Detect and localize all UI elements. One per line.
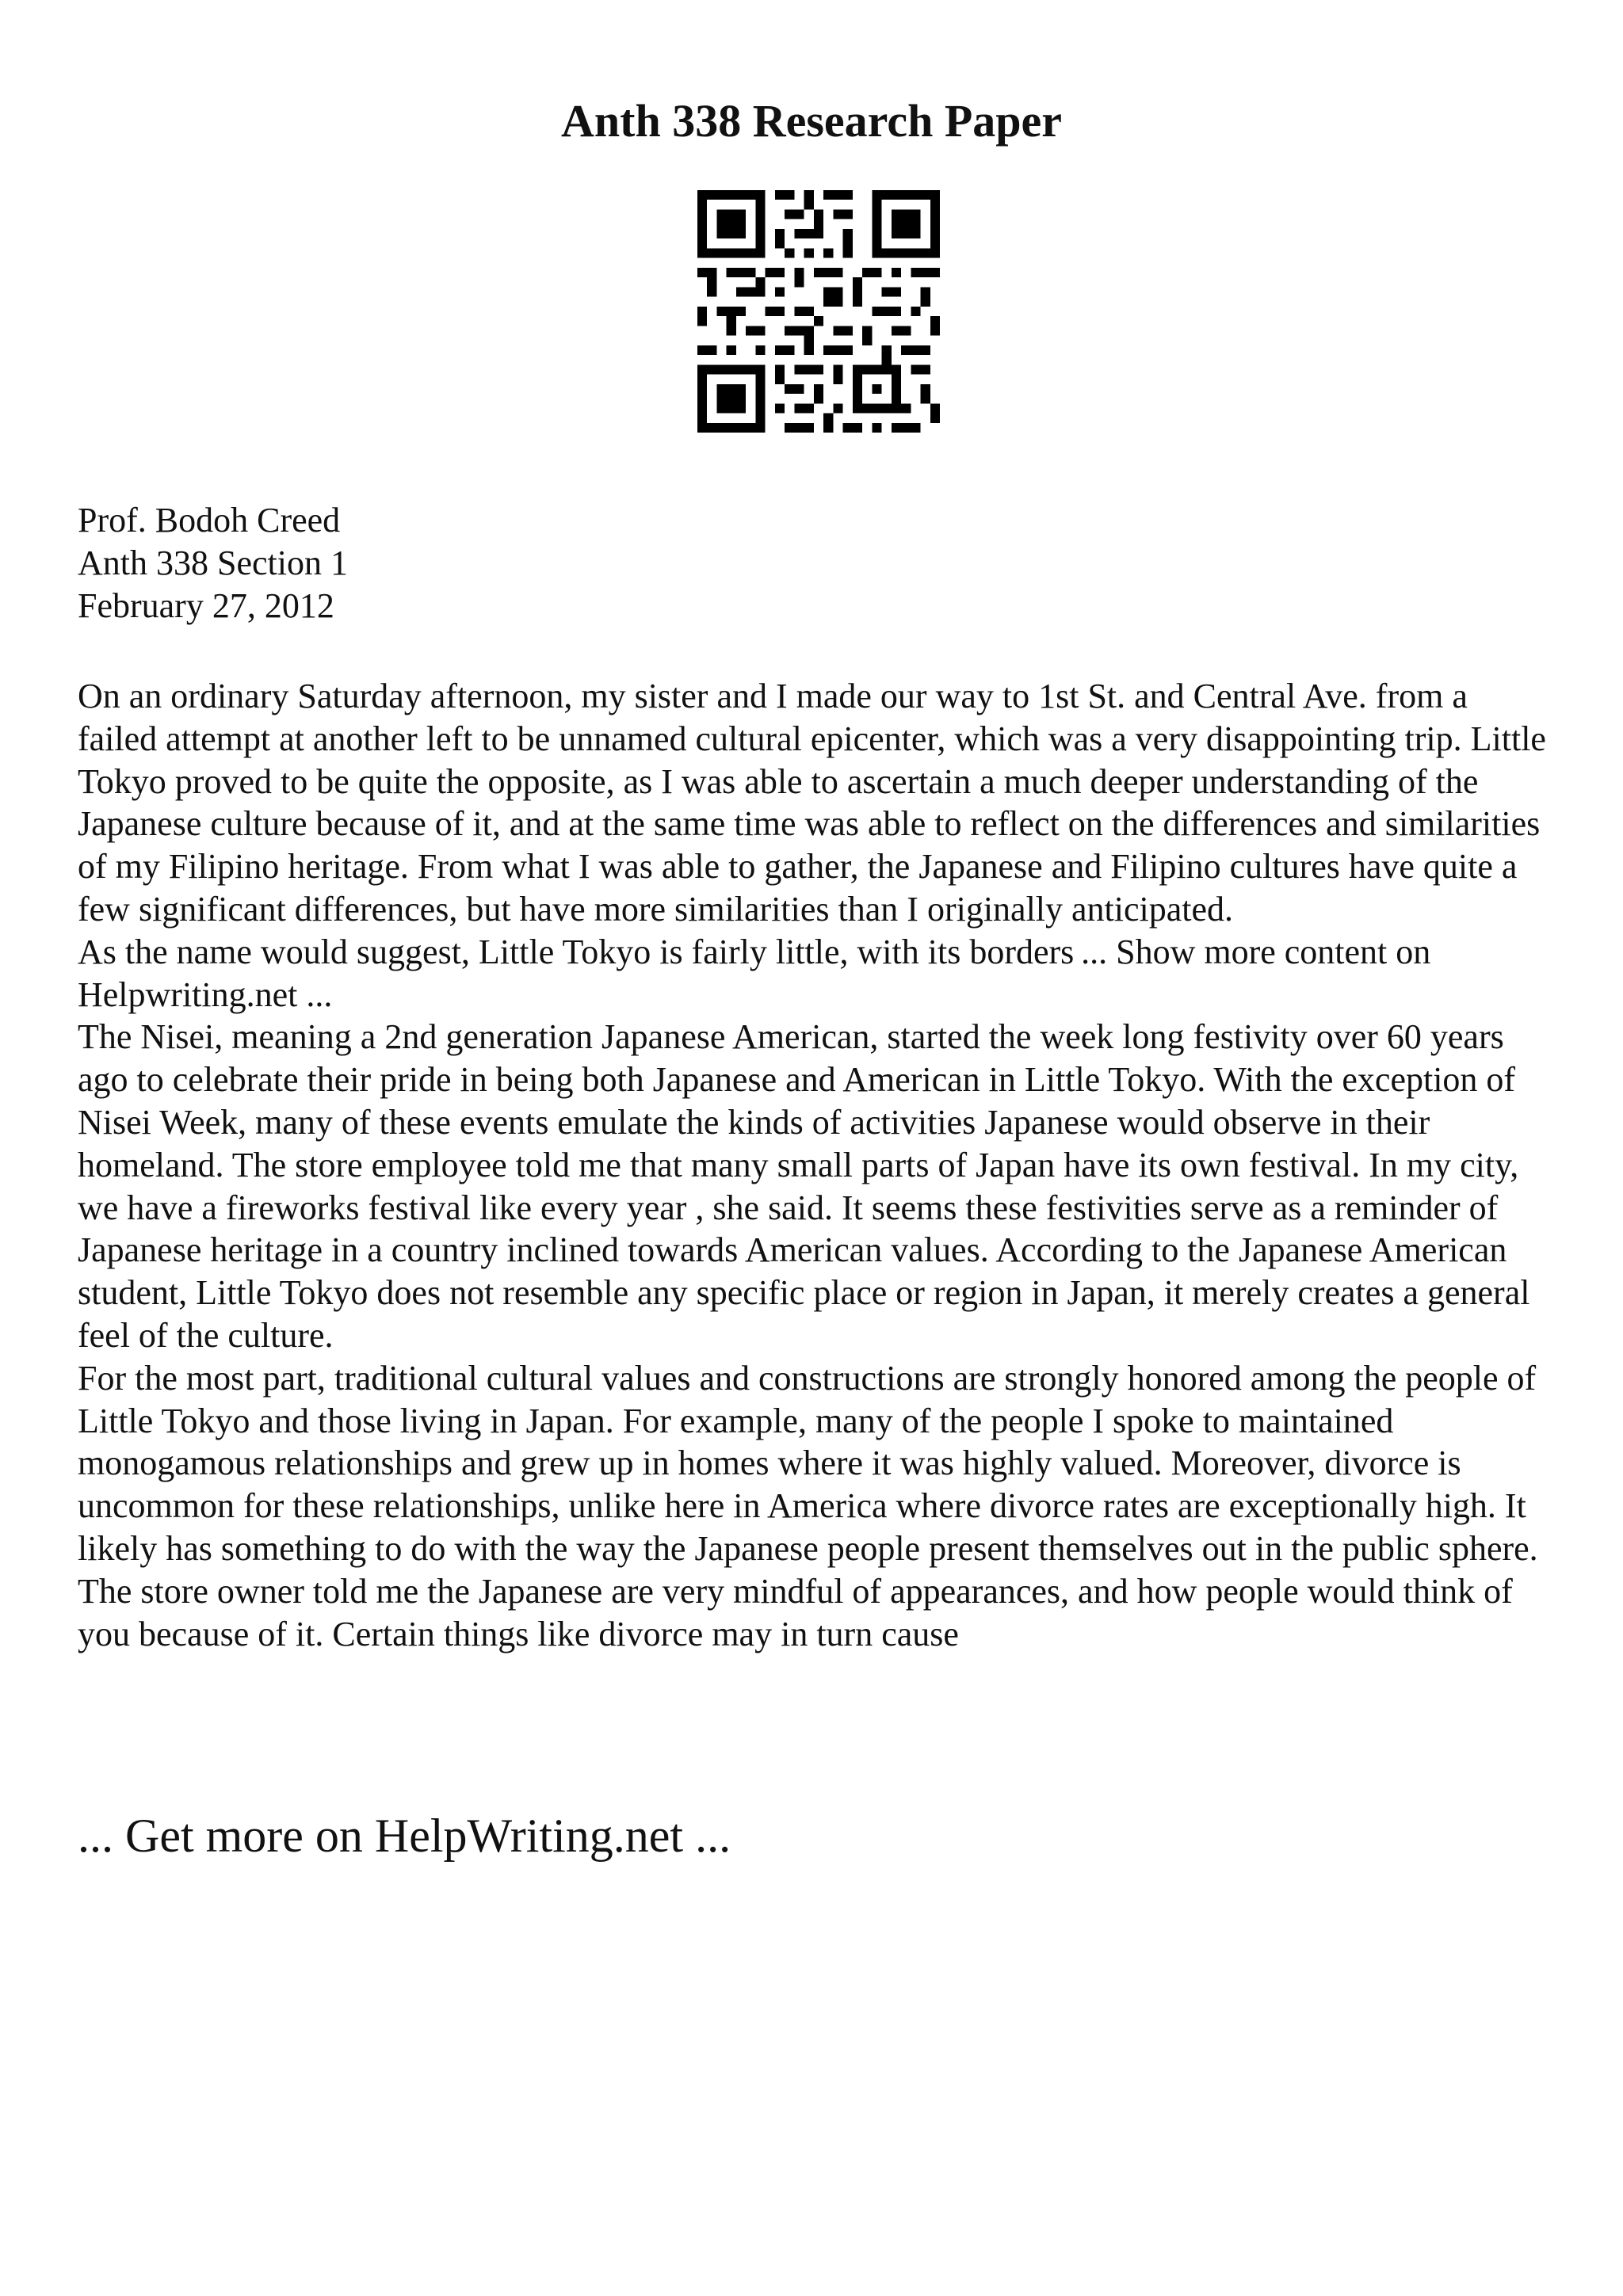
document-date: February 27, 2012 bbox=[78, 586, 334, 625]
course-section: Anth 338 Section 1 bbox=[78, 543, 348, 582]
paragraph: On an ordinary Saturday afternoon, my sister and I made our way to 1st St. and Central Ave. from a failed attempt at another left to be unnamed cultural epicenter, which was a very disappointing trip. Little Tokyo proved to be quite the opposite, as I was able to ascertain a much deeper understanding of the Japanese culture because of it, and at the same time was able to reflect on the differences and similarities of my Filipino heritage. From what I was able to gather, the Japanese and Filipino cultures have quite a few significant differences, but have more similarities than I originally anticipated. bbox=[78, 677, 1546, 929]
page-title: Anth 338 Research Paper bbox=[560, 95, 1063, 147]
paragraph: For the most part, traditional cultural values and constructions are strongly honored among the people of Little Tokyo and those living in Japan. For example, many of the people I spoke to maintained monogamous relationships and grew up in homes where it was highly valued. Moreover, divorce is uncommon for these relationships, unlike here in America where divorce rates are exceptionally high. It likely has something to do with the way the Japanese people present themselves out in the public sphere. The store owner told me the Japanese are very mindful of appearances, and how people would think of you because of it. Certain things like divorce may in turn cause bbox=[78, 1358, 1538, 1653]
qr-code-graphic bbox=[697, 190, 940, 433]
paragraph: The Nisei, meaning a 2nd generation Japanese American, started the week long festivity over 60 years ago to celebrate their pride in being both Japanese and American in Little Tokyo. With the exception of Nisei Week, many of these events emulate the kinds of activities Japanese would observe in their homeland. The store employee told me that many small parts of Japan have its own festival. In my city, we have a fireworks festival like every year , she said. It seems these festivities serve as a reminder of Japanese heritage in a country inclined towards American values. According to the Japanese American student, Little Tokyo does not resemble any specific place or region in Japan, it merely creates a general feel of the culture. bbox=[78, 1017, 1530, 1355]
get-more-link[interactable]: ... Get more on HelpWriting.net ... bbox=[78, 1810, 731, 1862]
document-header bbox=[78, 499, 348, 627]
paragraph: As the name would suggest, Little Tokyo is fairly little, with its borders ... Show more content on Helpwriting.net ... bbox=[78, 932, 1431, 1014]
qr-code-icon[interactable] bbox=[697, 190, 940, 433]
professor-name: Prof. Bodoh Creed bbox=[78, 501, 341, 540]
document-body bbox=[78, 675, 1552, 1655]
